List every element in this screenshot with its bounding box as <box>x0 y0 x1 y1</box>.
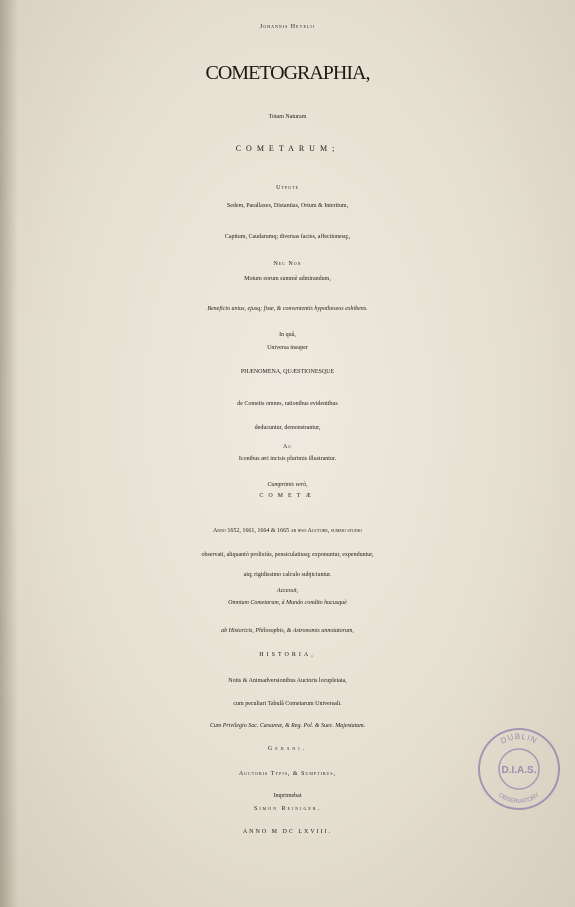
line-imprimebat: Imprimebat <box>273 793 302 799</box>
line-atq: atq; rigidissimo calculo subjiciuntur. <box>243 572 332 578</box>
main-title: COMETOGRAPHIA, <box>205 62 370 84</box>
line-in-qua: In quâ, <box>279 332 296 338</box>
line-auctoris: Auctoris Typis, & Sumptibus, <box>238 771 337 777</box>
line-privilegio: Cum Privilegio Sac. Cæsareæ, & Reg. Pol. & Suec. Majestatum. <box>209 723 366 729</box>
line-cumprimis: Cumprimis verò, <box>267 482 308 488</box>
stamp-top-text: DUBLIN <box>499 731 539 746</box>
stamp-bottom-text: OBSERVATORY <box>497 792 541 806</box>
author-line: Johannis Hevelii <box>259 24 316 30</box>
line-historia: HISTORIA, <box>259 652 316 658</box>
line-beneficio: Beneficio unius, ejusq; fixæ, & convenientis hypotheseos exhibens. <box>207 306 368 312</box>
line-utpote: Utpote <box>276 185 299 191</box>
line-gedani: Gedani. <box>267 746 308 752</box>
line-peculiari: cum peculiari Tabulâ Cometarum Universali. <box>233 701 342 707</box>
svg-text:OBSERVATORY <box>497 792 541 805</box>
stamp-center-text: D.I.A.S. <box>501 765 537 776</box>
line-accessit: Accessit, <box>276 588 299 594</box>
line-phaenomena: PHÆNOMENA, QUÆSTIONESQUE <box>240 369 335 375</box>
line-sedem: Sedem, Parallaxes, Distantias, Ortum & Interitum, <box>226 203 349 209</box>
line-notis: Notis & Animadversionibus Auctoris locupletata, <box>228 678 347 684</box>
line-cometae: COMETÆ <box>259 493 316 499</box>
line-printer: Simon Reiniger. <box>253 806 321 812</box>
line-observati: observati, aliquantò prolixiùs, pensiculatiusq; exponuntur, expenduntur, <box>201 552 374 558</box>
line-omnium: Omnium Cometarum, à Mundo condito hucusquè <box>228 600 347 606</box>
subtitle-totam: Totam Naturam <box>268 114 307 120</box>
line-ac: Ac <box>282 444 292 450</box>
line-de-cometis: de Cometis omnes, rationibus evidentibus <box>237 401 338 407</box>
subtitle-cometarum: COMETARUM; <box>235 144 340 153</box>
line-capitum: Capitum, Caudarumq; diversas facies, affectionesq;, <box>224 234 351 240</box>
line-deducuntur: deducuntur, demonstrantur, <box>254 425 321 431</box>
line-universa: Universa insuper <box>267 345 308 351</box>
svg-text:DUBLIN <box>499 732 539 746</box>
line-anno-observati: Anno 1652, 1661, 1664 & 1665 ab ipso Auctore, summo studio <box>212 528 363 534</box>
line-iconibus: Iconibus æri incisis plurimis illustrantur. <box>238 456 337 462</box>
line-motum: Motum eorum summè admirandum, <box>244 276 331 282</box>
line-ab-historicis: ab Historicis, Philosophis, & Astronomis annotatorum, <box>221 628 354 634</box>
library-stamp <box>476 726 562 812</box>
line-year: ANNO M DC LXVIII. <box>242 829 333 835</box>
line-nec-non: Nec Non <box>273 261 302 267</box>
